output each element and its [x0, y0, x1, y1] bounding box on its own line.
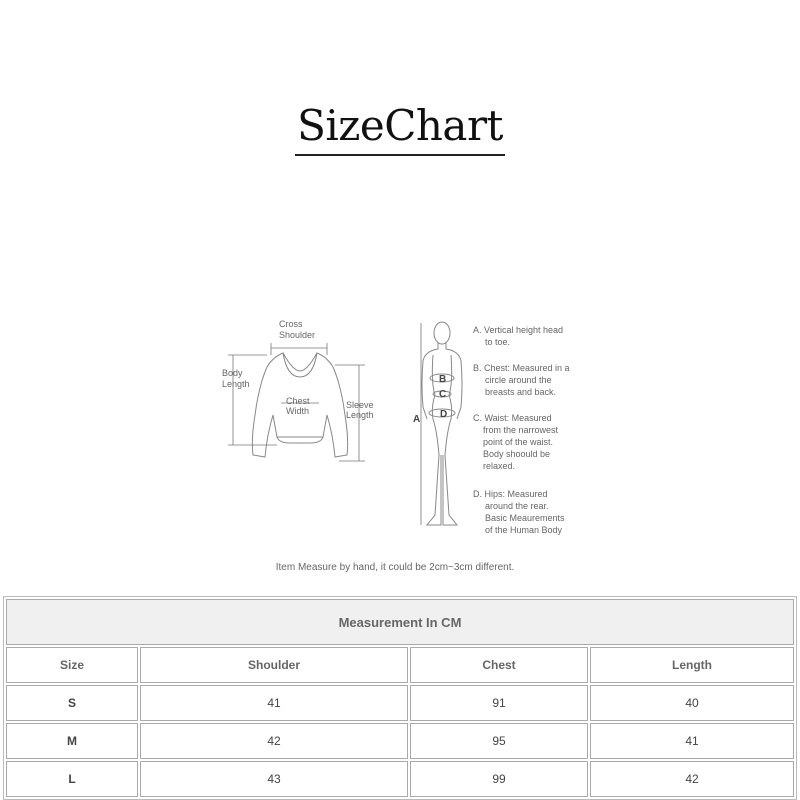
- table-row: [6, 685, 794, 721]
- body-letter-b: B: [439, 374, 447, 385]
- row-shoulder: 43: [140, 761, 408, 797]
- note-c-line-3: point of the waist.: [483, 437, 554, 447]
- note-b-line-2: circle around the: [485, 375, 552, 385]
- cross-shoulder-label-1: Cross: [279, 319, 303, 329]
- note-b-line-3: breasts and back.: [485, 387, 557, 397]
- cross-shoulder-label-2: Shoulder: [279, 330, 316, 340]
- body-letter-a: A: [413, 414, 421, 425]
- row-length: 41: [590, 723, 794, 759]
- table-header-row: [6, 647, 794, 683]
- note-d-line-2: around the rear.: [485, 501, 549, 511]
- table-caption: Measurement In CM: [6, 599, 794, 645]
- measure-note: Item Measure by hand, it could be 2cm~3cm different.: [275, 562, 515, 573]
- size-chart-title-wrap: [0, 102, 800, 156]
- note-c-line-4: Body shoould be: [483, 449, 551, 459]
- header-shoulder: Shoulder: [140, 647, 408, 683]
- row-length: 42: [590, 761, 794, 797]
- body-letter-c: C: [439, 389, 447, 400]
- row-shoulder: 42: [140, 723, 408, 759]
- header-chest: Chest: [410, 647, 588, 683]
- human-body-illustration: [422, 322, 462, 525]
- body-letter-d: D: [440, 409, 448, 420]
- row-size: L: [6, 761, 138, 797]
- note-c-line-2: from the narrowest: [483, 425, 559, 435]
- measurement-illustration: [215, 315, 585, 545]
- body-length-label-1: Body: [222, 368, 243, 378]
- body-notes: [473, 325, 570, 535]
- row-shoulder: 41: [140, 685, 408, 721]
- row-size: M: [6, 723, 138, 759]
- body-length-label-2: Length: [222, 379, 250, 389]
- header-size: Size: [6, 647, 138, 683]
- table-caption-row: [6, 599, 794, 645]
- size-table: [3, 596, 797, 800]
- sleeve-length-label-2: Length: [346, 410, 374, 420]
- note-b-line-1: B. Chest: Measured in a: [473, 363, 570, 373]
- row-chest: 95: [410, 723, 588, 759]
- row-chest: 91: [410, 685, 588, 721]
- size-chart-title: SizeChart: [295, 102, 505, 156]
- note-a-line-2: to toe.: [485, 337, 511, 347]
- note-c-line-1: C. Waist: Measured: [473, 413, 552, 423]
- row-length: 40: [590, 685, 794, 721]
- chest-width-label-2: Width: [286, 406, 310, 416]
- row-chest: 99: [410, 761, 588, 797]
- chest-width-label-1: Chest: [286, 396, 310, 406]
- note-d-line-4: of the Human Body: [485, 525, 563, 535]
- note-d-line-3: Basic Meaurements: [485, 513, 565, 523]
- note-c-line-5: relaxed.: [483, 461, 516, 471]
- note-d-line-1: D. Hips: Measured: [473, 489, 548, 499]
- table-row: [6, 761, 794, 797]
- sleeve-length-label-1: Sleeve: [346, 400, 374, 410]
- note-a-line-1: A. Vertical height head: [473, 325, 564, 335]
- header-length: Length: [590, 647, 794, 683]
- row-size: S: [6, 685, 138, 721]
- table-row: [6, 723, 794, 759]
- measurement-diagram: [215, 315, 585, 545]
